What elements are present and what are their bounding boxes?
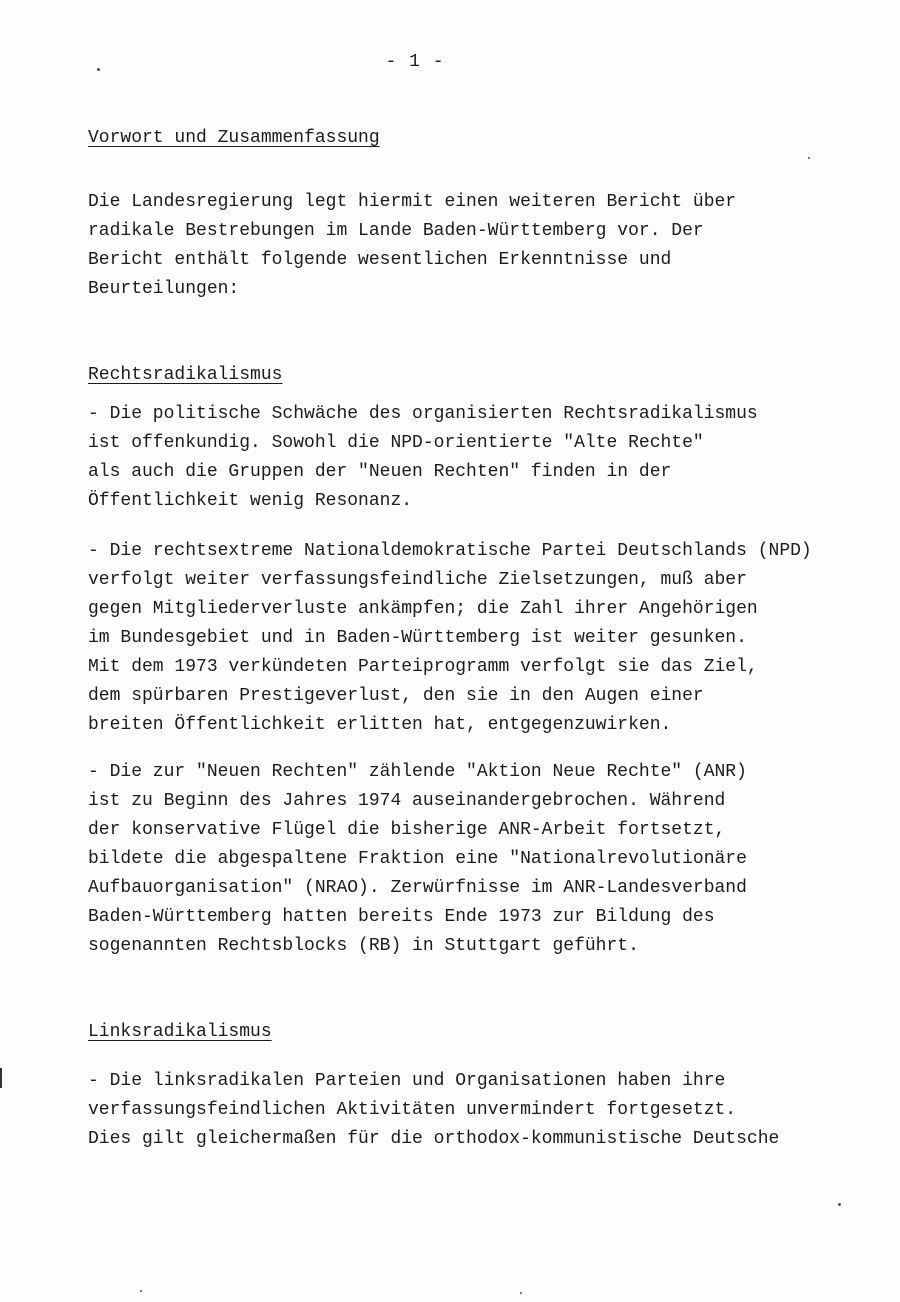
paragraph-rechts-2	[88, 537, 812, 740]
text-line: im Bundesgebiet und in Baden-Württemberg ist weiter gesunken.	[88, 628, 747, 648]
text-line: Baden-Württemberg hatten bereits Ende 1973 zur Bildung des	[88, 907, 715, 927]
paragraph-links-1	[88, 1067, 779, 1154]
page-number: - 1 -	[385, 52, 445, 72]
text-line: Bericht enthält folgende wesentlichen Erkenntnisse und	[88, 250, 672, 270]
text-line: sogenannten Rechtsblocks (RB) in Stuttgart geführt.	[88, 936, 639, 956]
section-heading-linksradikalismus: Linksradikalismus	[88, 1022, 272, 1042]
text-line: - Die politische Schwäche des organisierten Rechtsradikalismus	[88, 404, 758, 424]
text-line: Dies gilt gleichermaßen für die orthodox-kommunistische Deutsche	[88, 1129, 780, 1149]
text-line: bildete die abgespaltene Fraktion eine "Nationalrevolutionäre	[88, 849, 747, 869]
scan-speck	[838, 1203, 841, 1206]
text-line: ist offenkundig. Sowohl die NPD-orientierte "Alte Rechte"	[88, 433, 704, 453]
text-line: der konservative Flügel die bisherige ANR-Arbeit fortsetzt,	[88, 820, 726, 840]
scan-speck	[140, 1290, 142, 1292]
text-line: - Die linksradikalen Parteien und Organisationen haben ihre	[88, 1071, 726, 1091]
text-line: Die Landesregierung legt hiermit einen weiteren Bericht über	[88, 192, 737, 212]
scan-speck	[520, 1292, 522, 1294]
text-line: dem spürbaren Prestigeverlust, den sie in den Augen einer	[88, 686, 704, 706]
paragraph-intro	[88, 188, 736, 304]
section-heading-rechtsradikalismus: Rechtsradikalismus	[88, 365, 283, 385]
text-line: - Die rechtsextreme Nationaldemokratische Partei Deutschlands (NPD)	[88, 541, 812, 561]
paragraph-rechts-1	[88, 400, 758, 516]
text-line: Mit dem 1973 verkündeten Parteiprogramm verfolgt sie das Ziel,	[88, 657, 758, 677]
text-line: verfassungsfeindlichen Aktivitäten unvermindert fortgesetzt.	[88, 1100, 737, 1120]
scan-speck	[808, 157, 810, 159]
text-line: Aufbauorganisation" (NRAO). Zerwürfnisse im ANR-Landesverband	[88, 878, 747, 898]
paragraph-rechts-3	[88, 758, 747, 961]
scan-margin-mark	[0, 1068, 2, 1088]
text-line: radikale Bestrebungen im Lande Baden-Württemberg vor. Der	[88, 221, 704, 241]
text-line: - Die zur "Neuen Rechten" zählende "Aktion Neue Rechte" (ANR)	[88, 762, 747, 782]
section-heading-vorwort: Vorwort und Zusammenfassung	[88, 128, 380, 148]
scan-speck	[97, 68, 100, 71]
text-line: verfolgt weiter verfassungsfeindliche Zielsetzungen, muß aber	[88, 570, 747, 590]
text-line: Öffentlichkeit wenig Resonanz.	[88, 491, 413, 511]
text-line: gegen Mitgliederverluste ankämpfen; die Zahl ihrer Angehörigen	[88, 599, 758, 619]
text-line: als auch die Gruppen der "Neuen Rechten" finden in der	[88, 462, 672, 482]
text-line: breiten Öffentlichkeit erlitten hat, entgegenzuwirken.	[88, 715, 672, 735]
text-line: ist zu Beginn des Jahres 1974 auseinandergebrochen. Während	[88, 791, 726, 811]
text-line: Beurteilungen:	[88, 279, 240, 299]
